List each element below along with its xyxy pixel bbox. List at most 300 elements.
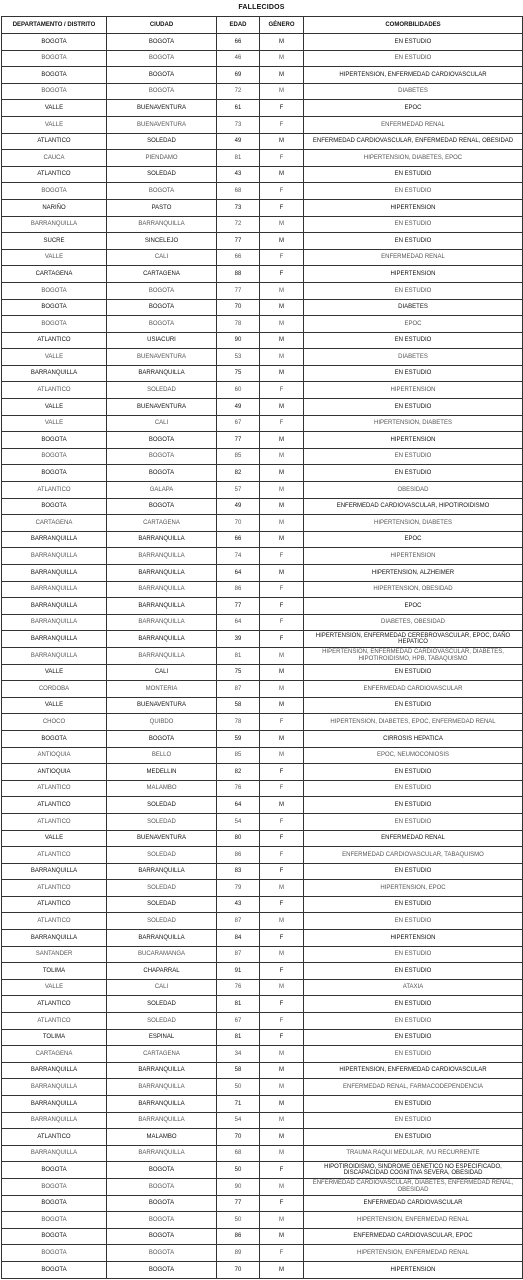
cell-gender: M — [260, 83, 304, 100]
cell-city: CARTAGENA — [107, 515, 217, 532]
cell-department: TOLIMA — [2, 1029, 107, 1046]
cell-department: ATLANTICO — [2, 1013, 107, 1030]
table-header-row — [2, 17, 523, 34]
cell-gender: F — [260, 963, 304, 980]
cell-city: SOLEDAD — [107, 813, 217, 830]
cell-department: BOGOTA — [2, 1162, 107, 1179]
cell-department: BOGOTA — [2, 498, 107, 515]
cell-age: 71 — [217, 1096, 260, 1113]
cell-department: CARTAGENA — [2, 266, 107, 283]
cell-comorbidities: EN ESTUDIO — [304, 780, 523, 797]
table-row — [2, 1096, 523, 1113]
cell-age: 88 — [217, 266, 260, 283]
table-row — [2, 415, 523, 432]
cell-gender: M — [260, 1178, 304, 1195]
cell-age: 82 — [217, 465, 260, 482]
cell-age: 85 — [217, 747, 260, 764]
cell-comorbidities: HIPERTENSION — [304, 1261, 523, 1278]
cell-city: BARRANQUILLA — [107, 1079, 217, 1096]
cell-department: BARRANQUILLA — [2, 548, 107, 565]
cell-city: BOGOTA — [107, 1245, 217, 1262]
cell-city: CALI — [107, 664, 217, 681]
cell-department: BOGOTA — [2, 730, 107, 747]
header-department: DEPARTAMENTO / DISTRITO — [2, 17, 107, 34]
table-row — [2, 896, 523, 913]
table-row — [2, 1029, 523, 1046]
cell-age: 72 — [217, 216, 260, 233]
cell-gender: F — [260, 199, 304, 216]
cell-comorbidities: EN ESTUDIO — [304, 448, 523, 465]
cell-department: BOGOTA — [2, 282, 107, 299]
cell-age: 81 — [217, 996, 260, 1013]
cell-city: BOGOTA — [107, 448, 217, 465]
cell-comorbidities: EN ESTUDIO — [304, 332, 523, 349]
cell-comorbidities: EN ESTUDIO — [304, 465, 523, 482]
cell-gender: M — [260, 664, 304, 681]
table-row — [2, 714, 523, 731]
cell-comorbidities: CIRROSIS HEPATICA — [304, 730, 523, 747]
cell-comorbidities: EN ESTUDIO — [304, 216, 523, 233]
cell-city: BOGOTA — [107, 67, 217, 84]
cell-department: BARRANQUILLA — [2, 531, 107, 548]
report-title: FALLECIDOS — [238, 4, 285, 11]
table-row — [2, 764, 523, 781]
cell-city: BARRANQUILLA — [107, 565, 217, 582]
cell-comorbidities: DIABETES, OBESIDAD — [304, 614, 523, 631]
cell-department: BARRANQUILLA — [2, 647, 107, 664]
cell-gender: M — [260, 880, 304, 897]
cell-department: NARIÑO — [2, 199, 107, 216]
cell-comorbidities: EN ESTUDIO — [304, 50, 523, 67]
cell-department: ATLANTICO — [2, 133, 107, 150]
cell-age: 57 — [217, 482, 260, 499]
cell-department: BARRANQUILLA — [2, 216, 107, 233]
table-row — [2, 448, 523, 465]
cell-age: 49 — [217, 498, 260, 515]
cell-department: ATLANTICO — [2, 780, 107, 797]
cell-gender: M — [260, 979, 304, 996]
cell-comorbidities: ENFERMEDAD RENAL — [304, 116, 523, 133]
table-row — [2, 1046, 523, 1063]
table-row — [2, 797, 523, 814]
cell-department: ATLANTICO — [2, 913, 107, 930]
cell-age: 78 — [217, 316, 260, 333]
cell-comorbidities: HIPERTENSION, ENFERMEDAD CEREBROVASCULAR, EPOC, DAÑO HEPATICO — [304, 631, 523, 648]
cell-age: 39 — [217, 631, 260, 648]
table-row — [2, 614, 523, 631]
cell-comorbidities: ENFERMEDAD CARDIOVASCULAR, HIPOTIROIDISMO — [304, 498, 523, 515]
cell-gender: M — [260, 1145, 304, 1162]
cell-age: 84 — [217, 930, 260, 947]
cell-department: CARTAGENA — [2, 515, 107, 532]
cell-age: 75 — [217, 664, 260, 681]
cell-gender: F — [260, 1029, 304, 1046]
cell-gender: F — [260, 930, 304, 947]
cell-comorbidities: HIPERTENSION — [304, 199, 523, 216]
cell-comorbidities: EPOC, NEUMOCONIOSIS — [304, 747, 523, 764]
cell-gender: M — [260, 1212, 304, 1229]
cell-age: 76 — [217, 780, 260, 797]
table-row — [2, 282, 523, 299]
cell-age: 61 — [217, 100, 260, 117]
cell-department: BOGOTA — [2, 1245, 107, 1262]
cell-age: 70 — [217, 1129, 260, 1146]
cell-department: VALLE — [2, 979, 107, 996]
cell-city: SOLEDAD — [107, 996, 217, 1013]
cell-comorbidities: OBESIDAD — [304, 482, 523, 499]
cell-department: BARRANQUILLA — [2, 1096, 107, 1113]
cell-department: BARRANQUILLA — [2, 581, 107, 598]
cell-department: BOGOTA — [2, 1261, 107, 1278]
cell-department: ATLANTICO — [2, 896, 107, 913]
cell-city: MEDELLIN — [107, 764, 217, 781]
cell-department: BOGOTA — [2, 432, 107, 449]
cell-department: VALLE — [2, 399, 107, 416]
table-row — [2, 913, 523, 930]
cell-gender: M — [260, 465, 304, 482]
cell-city: SOLEDAD — [107, 896, 217, 913]
cell-city: BOGOTA — [107, 183, 217, 200]
table-row — [2, 299, 523, 316]
cell-city: BOGOTA — [107, 1212, 217, 1229]
cell-city: SOLEDAD — [107, 847, 217, 864]
cell-age: 49 — [217, 399, 260, 416]
cell-age: 73 — [217, 199, 260, 216]
cell-city: BOGOTA — [107, 316, 217, 333]
cell-city: SOLEDAD — [107, 880, 217, 897]
cell-city: USIACURI — [107, 332, 217, 349]
table-row — [2, 1212, 523, 1229]
cell-gender: M — [260, 565, 304, 582]
table-row — [2, 465, 523, 482]
cell-department: CHOCO — [2, 714, 107, 731]
table-row — [2, 150, 523, 167]
cell-department: BARRANQUILLA — [2, 565, 107, 582]
cell-city: SOLEDAD — [107, 797, 217, 814]
table-row — [2, 531, 523, 548]
cell-comorbidities: HIPERTENSION — [304, 548, 523, 565]
cell-city: MALAMBO — [107, 1129, 217, 1146]
cell-age: 76 — [217, 979, 260, 996]
cell-gender: F — [260, 996, 304, 1013]
cell-age: 86 — [217, 1228, 260, 1245]
cell-city: PASTO — [107, 199, 217, 216]
cell-city: BOGOTA — [107, 50, 217, 67]
cell-age: 89 — [217, 1245, 260, 1262]
cell-comorbidities: ENFERMEDAD RENAL — [304, 249, 523, 266]
cell-age: 75 — [217, 365, 260, 382]
cell-comorbidities: DIABETES — [304, 83, 523, 100]
cell-comorbidities: HIPERTENSION — [304, 382, 523, 399]
cell-comorbidities: EN ESTUDIO — [304, 1112, 523, 1129]
cell-comorbidities: ENFERMEDAD CARDIOVASCULAR — [304, 681, 523, 698]
cell-department: BOGOTA — [2, 34, 107, 51]
deceased-table — [1, 16, 523, 1279]
cell-age: 86 — [217, 847, 260, 864]
cell-comorbidities: EN ESTUDIO — [304, 183, 523, 200]
table-row — [2, 979, 523, 996]
cell-age: 58 — [217, 1062, 260, 1079]
table-row — [2, 730, 523, 747]
table-row — [2, 316, 523, 333]
table-row — [2, 266, 523, 283]
cell-age: 82 — [217, 764, 260, 781]
table-row — [2, 1261, 523, 1278]
cell-age: 77 — [217, 432, 260, 449]
cell-gender: F — [260, 415, 304, 432]
cell-comorbidities: HIPERTENSION — [304, 266, 523, 283]
cell-comorbidities: EN ESTUDIO — [304, 896, 523, 913]
cell-gender: M — [260, 797, 304, 814]
table-row — [2, 747, 523, 764]
cell-comorbidities: EPOC — [304, 531, 523, 548]
cell-gender: M — [260, 133, 304, 150]
cell-gender: F — [260, 764, 304, 781]
cell-age: 85 — [217, 448, 260, 465]
table-row — [2, 681, 523, 698]
cell-gender: M — [260, 299, 304, 316]
cell-comorbidities: HIPERTENSION, ALZHEIMER — [304, 565, 523, 582]
cell-gender: M — [260, 515, 304, 532]
cell-city: BARRANQUILLA — [107, 1062, 217, 1079]
table-row — [2, 399, 523, 416]
cell-city: PIENDAMO — [107, 150, 217, 167]
cell-city: BUCARAMANGA — [107, 946, 217, 963]
table-row — [2, 1195, 523, 1212]
cell-city: BUENAVENTURA — [107, 100, 217, 117]
cell-gender: M — [260, 647, 304, 664]
cell-city: SOLEDAD — [107, 913, 217, 930]
cell-gender: M — [260, 946, 304, 963]
cell-city: BARRANQUILLA — [107, 614, 217, 631]
cell-age: 46 — [217, 50, 260, 67]
cell-comorbidities: ENFERMEDAD CARDIOVASCULAR, DIABETES, ENFERMEDAD RENAL, OBESIDAD — [304, 1178, 523, 1195]
cell-city: BOGOTA — [107, 730, 217, 747]
cell-gender: F — [260, 249, 304, 266]
cell-age: 77 — [217, 1195, 260, 1212]
table-row — [2, 1062, 523, 1079]
table-row — [2, 1079, 523, 1096]
cell-age: 64 — [217, 614, 260, 631]
cell-gender: M — [260, 747, 304, 764]
cell-comorbidities: HIPERTENSION, ENFERMEDAD CARDIOVASCULAR — [304, 67, 523, 84]
cell-department: CAUCA — [2, 150, 107, 167]
cell-comorbidities: EN ESTUDIO — [304, 863, 523, 880]
table-row — [2, 1129, 523, 1146]
cell-gender: F — [260, 100, 304, 117]
cell-city: BOGOTA — [107, 299, 217, 316]
table-row — [2, 598, 523, 615]
cell-gender: M — [260, 1046, 304, 1063]
cell-age: 90 — [217, 1178, 260, 1195]
cell-gender: F — [260, 780, 304, 797]
cell-comorbidities: EN ESTUDIO — [304, 399, 523, 416]
cell-comorbidities: HIPERTENSION, ENFERMEDAD RENAL — [304, 1212, 523, 1229]
cell-department: ATLANTICO — [2, 382, 107, 399]
table-row — [2, 1178, 523, 1195]
cell-department: ATLANTICO — [2, 813, 107, 830]
cell-age: 53 — [217, 349, 260, 366]
cell-age: 70 — [217, 515, 260, 532]
cell-department: ATLANTICO — [2, 996, 107, 1013]
cell-city: BOGOTA — [107, 498, 217, 515]
cell-comorbidities: EN ESTUDIO — [304, 797, 523, 814]
table-row — [2, 863, 523, 880]
cell-comorbidities: ENFERMEDAD CARDIOVASCULAR, TABAQUISMO — [304, 847, 523, 864]
cell-gender: M — [260, 349, 304, 366]
cell-age: 81 — [217, 150, 260, 167]
cell-gender: M — [260, 531, 304, 548]
cell-department: BARRANQUILLA — [2, 614, 107, 631]
cell-department: ATLANTICO — [2, 482, 107, 499]
table-row — [2, 67, 523, 84]
cell-city: BUENAVENTURA — [107, 399, 217, 416]
cell-city: BARRANQUILLA — [107, 548, 217, 565]
cell-comorbidities: ENFERMEDAD RENAL, FARMACODEPENDENCIA — [304, 1079, 523, 1096]
table-row — [2, 581, 523, 598]
table-row — [2, 963, 523, 980]
cell-age: 59 — [217, 730, 260, 747]
cell-gender: M — [260, 282, 304, 299]
cell-gender: M — [260, 1112, 304, 1129]
table-row — [2, 216, 523, 233]
table-row — [2, 847, 523, 864]
cell-department: ATLANTICO — [2, 1129, 107, 1146]
cell-age: 81 — [217, 1029, 260, 1046]
cell-city: SOLEDAD — [107, 382, 217, 399]
cell-city: BOGOTA — [107, 1195, 217, 1212]
table-row — [2, 432, 523, 449]
table-row — [2, 482, 523, 499]
cell-city: BARRANQUILLA — [107, 647, 217, 664]
cell-age: 54 — [217, 1112, 260, 1129]
cell-city: MALAMBO — [107, 780, 217, 797]
cell-age: 70 — [217, 299, 260, 316]
cell-gender: M — [260, 67, 304, 84]
cell-gender: M — [260, 332, 304, 349]
cell-department: VALLE — [2, 415, 107, 432]
cell-age: 68 — [217, 1145, 260, 1162]
cell-department: CARTAGENA — [2, 1046, 107, 1063]
cell-age: 81 — [217, 647, 260, 664]
header-age: EDAD — [217, 17, 260, 34]
cell-city: BOGOTA — [107, 1228, 217, 1245]
cell-department: BOGOTA — [2, 316, 107, 333]
cell-gender: M — [260, 1129, 304, 1146]
cell-city: CHAPARRAL — [107, 963, 217, 980]
cell-gender: F — [260, 1195, 304, 1212]
cell-department: BOGOTA — [2, 183, 107, 200]
cell-gender: M — [260, 498, 304, 515]
cell-comorbidities: DIABETES — [304, 349, 523, 366]
table-row — [2, 930, 523, 947]
cell-gender: M — [260, 697, 304, 714]
cell-age: 86 — [217, 581, 260, 598]
cell-age: 49 — [217, 133, 260, 150]
cell-age: 78 — [217, 714, 260, 731]
cell-comorbidities: EN ESTUDIO — [304, 913, 523, 930]
table-row — [2, 133, 523, 150]
cell-city: BARRANQUILLA — [107, 1096, 217, 1113]
cell-comorbidities: HIPERTENSION, DIABETES, EPOC — [304, 150, 523, 167]
header-gender: GÉNERO — [260, 17, 304, 34]
cell-comorbidities: EN ESTUDIO — [304, 813, 523, 830]
cell-department: TOLIMA — [2, 963, 107, 980]
cell-comorbidities: ENFERMEDAD CARDIOVASCULAR, EPOC — [304, 1228, 523, 1245]
cell-comorbidities: EN ESTUDIO — [304, 1096, 523, 1113]
cell-gender: F — [260, 116, 304, 133]
cell-city: SOLEDAD — [107, 133, 217, 150]
cell-city: BARRANQUILLA — [107, 1112, 217, 1129]
cell-age: 79 — [217, 880, 260, 897]
table-row — [2, 946, 523, 963]
cell-department: VALLE — [2, 116, 107, 133]
cell-department: VALLE — [2, 100, 107, 117]
cell-department: BOGOTA — [2, 1212, 107, 1229]
cell-city: QUIBDO — [107, 714, 217, 731]
cell-comorbidities: ATAXIA — [304, 979, 523, 996]
cell-gender: F — [260, 1245, 304, 1262]
cell-department: BARRANQUILLA — [2, 1112, 107, 1129]
cell-age: 67 — [217, 415, 260, 432]
cell-comorbidities: EN ESTUDIO — [304, 664, 523, 681]
cell-comorbidities: EPOC — [304, 316, 523, 333]
cell-gender: M — [260, 730, 304, 747]
cell-age: 70 — [217, 1261, 260, 1278]
cell-department: BOGOTA — [2, 50, 107, 67]
cell-city: CALI — [107, 415, 217, 432]
cell-city: BARRANQUILLA — [107, 930, 217, 947]
cell-city: BOGOTA — [107, 34, 217, 51]
cell-comorbidities: TRAUMA RAQUI MEDULAR, IVU RECURRENTE — [304, 1145, 523, 1162]
cell-department: BARRANQUILLA — [2, 598, 107, 615]
cell-city: BOGOTA — [107, 1178, 217, 1195]
cell-department: ATLANTICO — [2, 797, 107, 814]
table-row — [2, 996, 523, 1013]
cell-city: SINCELEJO — [107, 233, 217, 250]
cell-gender: F — [260, 548, 304, 565]
table-row — [2, 382, 523, 399]
cell-comorbidities: HIPERTENSION, ENFERMEDAD RENAL — [304, 1245, 523, 1262]
table-row — [2, 349, 523, 366]
cell-comorbidities: EN ESTUDIO — [304, 365, 523, 382]
cell-gender: M — [260, 50, 304, 67]
cell-gender: M — [260, 233, 304, 250]
cell-city: BARRANQUILLA — [107, 581, 217, 598]
cell-gender: M — [260, 1228, 304, 1245]
cell-department: ANTIOQUIA — [2, 764, 107, 781]
cell-city: BARRANQUILLA — [107, 863, 217, 880]
cell-age: 72 — [217, 83, 260, 100]
cell-age: 87 — [217, 681, 260, 698]
cell-department: ATLANTICO — [2, 166, 107, 183]
cell-gender: F — [260, 598, 304, 615]
cell-gender: M — [260, 448, 304, 465]
cell-city: BOGOTA — [107, 1162, 217, 1179]
cell-department: BARRANQUILLA — [2, 863, 107, 880]
cell-comorbidities: HIPERTENSION, DIABETES — [304, 515, 523, 532]
table-row — [2, 1112, 523, 1129]
cell-age: 80 — [217, 830, 260, 847]
table-row — [2, 34, 523, 51]
cell-age: 60 — [217, 382, 260, 399]
cell-age: 77 — [217, 233, 260, 250]
cell-age: 66 — [217, 34, 260, 51]
cell-gender: M — [260, 432, 304, 449]
cell-gender: F — [260, 714, 304, 731]
cell-department: BARRANQUILLA — [2, 1079, 107, 1096]
cell-age: 87 — [217, 946, 260, 963]
